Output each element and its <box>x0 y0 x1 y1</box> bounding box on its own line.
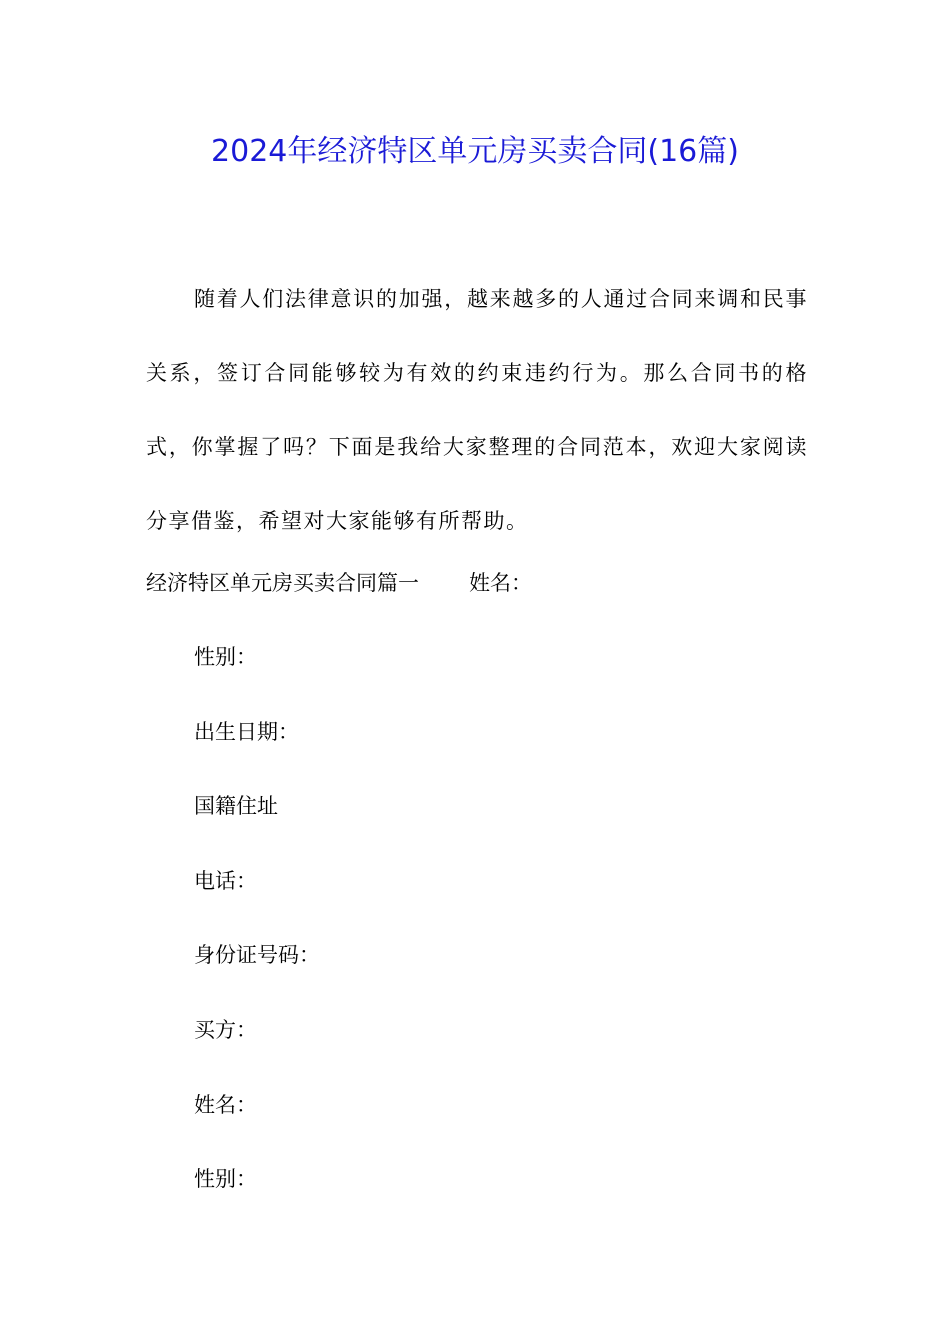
document-title: 2024年经济特区单元房买卖合同(16篇) <box>211 134 739 169</box>
field-seller-phone: 电话： <box>194 869 257 893</box>
field-buyer-name: 姓名： <box>194 1093 257 1117</box>
field-buyer-label: 买方： <box>194 1018 257 1042</box>
field-seller-id-number: 身份证号码： <box>194 943 320 967</box>
field-buyer-gender: 性别： <box>194 1167 257 1191</box>
field-seller-name: 姓名： <box>469 571 532 595</box>
field-seller-birthdate: 出生日期： <box>194 720 299 744</box>
intro-paragraph: 随着人们法律意识的加强，越来越多的人通过合同来调和民事关系，签订合同能够较为有效的约束违约行为。那么合同书的格式，你掌握了吗？下面是我给大家整理的合同范本，欢迎大家阅读分享借鉴，希望对大家能够有所帮助。 <box>146 287 808 533</box>
section-heading <box>146 568 532 598</box>
field-seller-nationality-address: 国籍住址 <box>194 794 278 818</box>
section-heading-text: 经济特区单元房买卖合同篇一 <box>146 571 419 595</box>
field-seller-gender: 性别： <box>194 645 257 669</box>
